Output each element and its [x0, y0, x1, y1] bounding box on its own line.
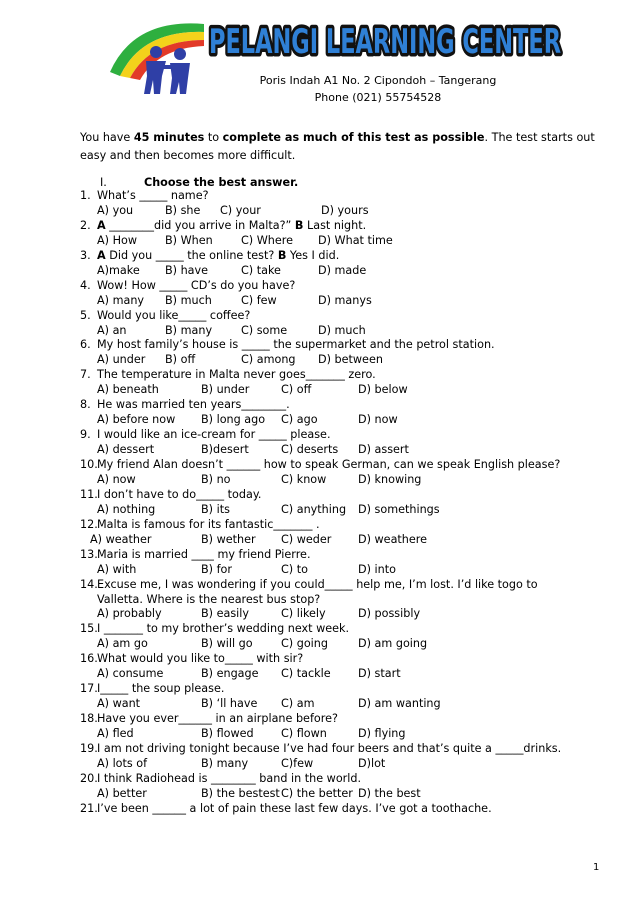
answer-option[interactable]: D) much [318, 323, 366, 337]
question-item [80, 682, 605, 712]
answer-options [97, 667, 605, 682]
question-number: 10. [80, 458, 98, 472]
answer-option[interactable]: A) consume [97, 667, 164, 681]
answer-option[interactable]: C) among [241, 353, 296, 367]
header-address-block [208, 72, 548, 106]
answer-option[interactable]: A)make [97, 263, 140, 277]
answer-option[interactable]: C) flown [281, 727, 327, 741]
intro-emphasis: complete as much of this test as possible [222, 131, 485, 144]
answer-option[interactable]: D) into [358, 562, 396, 576]
page-number: 1 [593, 862, 600, 873]
question-number: 13. [80, 547, 98, 561]
question-number: 4. [80, 278, 91, 292]
answer-option[interactable]: B) When [165, 233, 213, 247]
question-text: I’ve been ______ a lot of pain these last few days. I’ve got a toothache. [97, 801, 492, 815]
answer-option[interactable]: C)few [281, 756, 314, 770]
question-number: 3. [80, 248, 91, 262]
answer-options [97, 413, 605, 428]
question-text [97, 249, 605, 264]
question-number: 17. [80, 682, 98, 696]
answer-options [97, 757, 605, 772]
answer-option[interactable]: A) probably [97, 607, 162, 621]
question-text: I would like an ice-cream for _____ please. [97, 428, 331, 442]
answer-option[interactable]: B) have [165, 263, 209, 277]
question-text: He was married ten years________. [97, 398, 290, 412]
question-item [80, 189, 605, 219]
question-item [80, 622, 605, 652]
answer-options [97, 234, 605, 249]
question-item [80, 652, 605, 682]
question-text: Maria is married ____ my friend Pierre. [97, 547, 311, 561]
answer-option[interactable]: B) many [165, 323, 213, 337]
answer-option[interactable]: C) ago [281, 413, 318, 427]
answer-option[interactable]: D) start [358, 667, 401, 681]
answer-option[interactable]: B) many [201, 756, 249, 770]
question-number: 9. [80, 428, 91, 442]
answer-option[interactable]: B) much [165, 293, 212, 307]
answer-option[interactable]: A) want [97, 697, 141, 711]
question-number: 21. [80, 801, 98, 815]
answer-option[interactable]: C) am [281, 697, 315, 711]
answer-option[interactable]: A) nothing [97, 502, 156, 516]
question-item [80, 548, 605, 578]
answer-option[interactable]: B) no [201, 472, 231, 486]
answer-option[interactable]: A) an [97, 323, 127, 337]
answer-options [97, 563, 605, 578]
answer-option[interactable]: D) made [318, 263, 367, 277]
question-item [80, 712, 605, 742]
answer-option[interactable]: D) the best [358, 786, 421, 800]
answer-option[interactable]: C) to [281, 562, 308, 576]
answer-option[interactable]: A) now [97, 472, 136, 486]
question-item [80, 338, 605, 368]
rainbow-logo [104, 14, 214, 100]
question-number: 18. [80, 712, 98, 726]
answer-option[interactable]: B) she [165, 203, 201, 217]
answer-options [97, 324, 605, 339]
question-number: 12. [80, 517, 98, 531]
answer-option[interactable]: B) wether [201, 532, 256, 546]
answer-options [97, 264, 605, 279]
question-item [80, 802, 605, 817]
question-item [80, 488, 605, 518]
question-item [80, 578, 605, 623]
question-text: What’s _____ name? [97, 189, 209, 202]
answer-options [97, 637, 605, 652]
answer-options [97, 503, 605, 518]
answer-option[interactable]: C) take [241, 263, 281, 277]
question-text: I am not driving tonight because I’ve had four beers and that’s quite a _____drinks. [97, 741, 562, 755]
question-item [80, 219, 605, 249]
answer-option[interactable]: C) weder [281, 532, 332, 546]
question-text: I _______ to my brother’s wedding next week. [97, 622, 350, 636]
question-number: 20. [80, 771, 98, 785]
address-line: Poris Indah A1 No. 2 Cipondoh – Tangerang [259, 74, 497, 87]
answer-option[interactable]: B) its [201, 502, 230, 516]
question-number: 8. [80, 398, 91, 412]
answer-option[interactable]: C) some [241, 323, 288, 337]
answer-option[interactable]: A) before now [97, 413, 176, 427]
answer-option[interactable]: D) What time [318, 233, 393, 247]
intro-text: . The test starts out easy and then becomes more difficult. [80, 131, 595, 162]
answer-option[interactable]: C) Where [241, 233, 294, 247]
answer-option[interactable]: A) with [97, 562, 137, 576]
question-text-segment: ________did you arrive in Malta?” [105, 218, 295, 232]
question-number: 6. [80, 338, 91, 352]
answer-option[interactable]: B) will go [201, 637, 253, 651]
intro-time: 45 minutes [133, 131, 205, 144]
answer-option[interactable]: A) you [97, 203, 134, 217]
question-text: Would you like_____ coffee? [97, 308, 251, 322]
brand-title [206, 14, 564, 64]
answer-option[interactable]: C) likely [281, 607, 326, 621]
question-item [80, 279, 605, 309]
answer-option[interactable]: D) possibly [358, 607, 421, 621]
answer-option[interactable]: D) now [358, 413, 398, 427]
answer-option[interactable]: D) am going [358, 637, 428, 651]
answer-option[interactable]: D) between [318, 353, 383, 367]
brand-title-outline: PELANGI LEARNING CENTER [209, 22, 561, 62]
answer-option[interactable]: B) ‘ll have [201, 697, 258, 711]
answer-option[interactable]: C) going [281, 637, 328, 651]
question-item [80, 249, 605, 279]
question-text: I_____ the soup please. [97, 682, 225, 696]
question-item [80, 368, 605, 398]
answer-option[interactable]: C) anything [281, 502, 347, 516]
answer-option[interactable]: A) lots of [97, 756, 148, 770]
answer-options [97, 727, 605, 742]
answer-option[interactable]: D) manys [318, 293, 372, 307]
answer-option[interactable]: A) How [97, 233, 137, 247]
speaker-label: B [294, 218, 304, 232]
question-text: Wow! How _____ CD’s do you have? [97, 278, 296, 292]
question-text: Have you ever______ in an airplane before? [97, 712, 338, 726]
answer-option[interactable]: D)lot [358, 756, 386, 770]
answer-options [97, 787, 605, 802]
answer-options [97, 607, 605, 622]
brand-title-fill: PELANGI LEARNING CENTER [209, 22, 561, 62]
answer-options [97, 353, 605, 368]
answer-option[interactable]: C) few [241, 293, 277, 307]
intro-text: to [204, 131, 223, 144]
answer-option[interactable]: C) deserts [281, 443, 339, 457]
answer-option[interactable]: A) am go [97, 637, 148, 651]
question-text: My host family’s house is _____ the supermarket and the petrol station. [97, 338, 495, 352]
question-number: 16. [80, 652, 98, 666]
answer-options [90, 532, 605, 548]
answer-option[interactable]: D) somethings [358, 502, 440, 516]
answer-option[interactable]: A) beneath [97, 383, 159, 397]
speaker-label: B [277, 248, 287, 262]
question-item [80, 742, 605, 772]
answer-option[interactable]: C) your [220, 203, 261, 217]
speaker-label: A [97, 248, 106, 262]
question-number: 5. [80, 308, 91, 322]
question-text: My friend Alan doesn’t ______ how to speak German, can we speak English please? [97, 458, 561, 472]
question-number: 11. [80, 487, 98, 501]
answer-option[interactable]: A) better [97, 786, 147, 800]
answer-option[interactable]: A) weather [90, 532, 152, 546]
question-item [80, 518, 605, 548]
answer-option[interactable]: D) knowing [358, 472, 422, 486]
answer-options [97, 697, 605, 712]
question-number: 7. [80, 368, 91, 382]
question-number: 2. [80, 218, 91, 232]
answer-option[interactable]: C) the better [281, 786, 353, 800]
question-number: 14. [80, 577, 98, 591]
question-text [97, 219, 605, 234]
answer-option[interactable]: B) flowed [201, 727, 254, 741]
answer-option[interactable]: C) tackle [281, 667, 331, 681]
answer-options [97, 383, 605, 398]
question-text: I don’t have to do_____ today. [97, 487, 262, 501]
question-text-segment: Yes I did. [286, 248, 340, 262]
question-text-segment: Last night. [303, 218, 367, 232]
answer-option[interactable]: B) engage [201, 667, 259, 681]
answer-option[interactable]: C) know [281, 472, 327, 486]
question-item [80, 428, 605, 458]
question-number: 1. [80, 189, 91, 202]
answer-option[interactable]: A) fled [97, 727, 134, 741]
answer-option[interactable]: B) long ago [201, 413, 266, 427]
question-text: Malta is famous for its fantastic_______ . [97, 517, 320, 531]
answer-option[interactable]: A) many [97, 293, 145, 307]
answer-option[interactable]: D) below [358, 383, 408, 397]
answer-option[interactable]: B) for [201, 562, 232, 576]
question-number: 19. [80, 741, 98, 755]
question-text: What would you like to_____ with sir? [97, 652, 304, 666]
question-number: 15. [80, 622, 98, 636]
answer-option[interactable]: D) am wanting [358, 697, 441, 711]
answer-option[interactable]: B) easily [201, 607, 250, 621]
answer-option[interactable]: B) under [201, 383, 250, 397]
answer-option[interactable]: D) flying [358, 727, 406, 741]
question-text: Excuse me, I was wondering if you could_____ help me, I’m lost. I’d like togo to [97, 577, 538, 591]
question-text: The temperature in Malta never goes_______ zero. [97, 368, 376, 382]
answer-option[interactable]: D) yours [321, 203, 369, 217]
question-item [80, 309, 605, 339]
question-text: I think Radiohead is ________ band in the world. [97, 771, 362, 785]
answer-option[interactable]: B) off [165, 353, 196, 367]
answer-option[interactable]: A) dessert [97, 443, 155, 457]
section-title: Choose the best answer. [144, 176, 299, 189]
question-item [80, 458, 605, 488]
question-list [80, 189, 605, 817]
answer-option[interactable]: D) assert [358, 443, 409, 457]
answer-option[interactable]: B)desert [201, 443, 249, 457]
question-text-segment: Did you _____ the online test? [105, 248, 278, 262]
question-text-continued: Valletta. Where is the nearest bus stop? [97, 592, 321, 606]
answer-option[interactable]: B) the bestest [201, 786, 280, 800]
answer-options [97, 443, 605, 458]
speaker-label: A [97, 218, 106, 232]
answer-option[interactable]: C) off [281, 383, 312, 397]
question-item [80, 772, 605, 802]
intro-text: You have [80, 131, 134, 144]
answer-options [97, 204, 605, 219]
phone-line: Phone (021) 55754528 [314, 91, 442, 104]
answer-option[interactable]: D) weathere [358, 532, 428, 546]
intro-paragraph [80, 129, 600, 165]
section-number: I. [100, 176, 107, 189]
answer-options [97, 473, 605, 488]
question-item [80, 398, 605, 428]
answer-option[interactable]: A) under [97, 353, 146, 367]
answer-options [97, 294, 605, 309]
